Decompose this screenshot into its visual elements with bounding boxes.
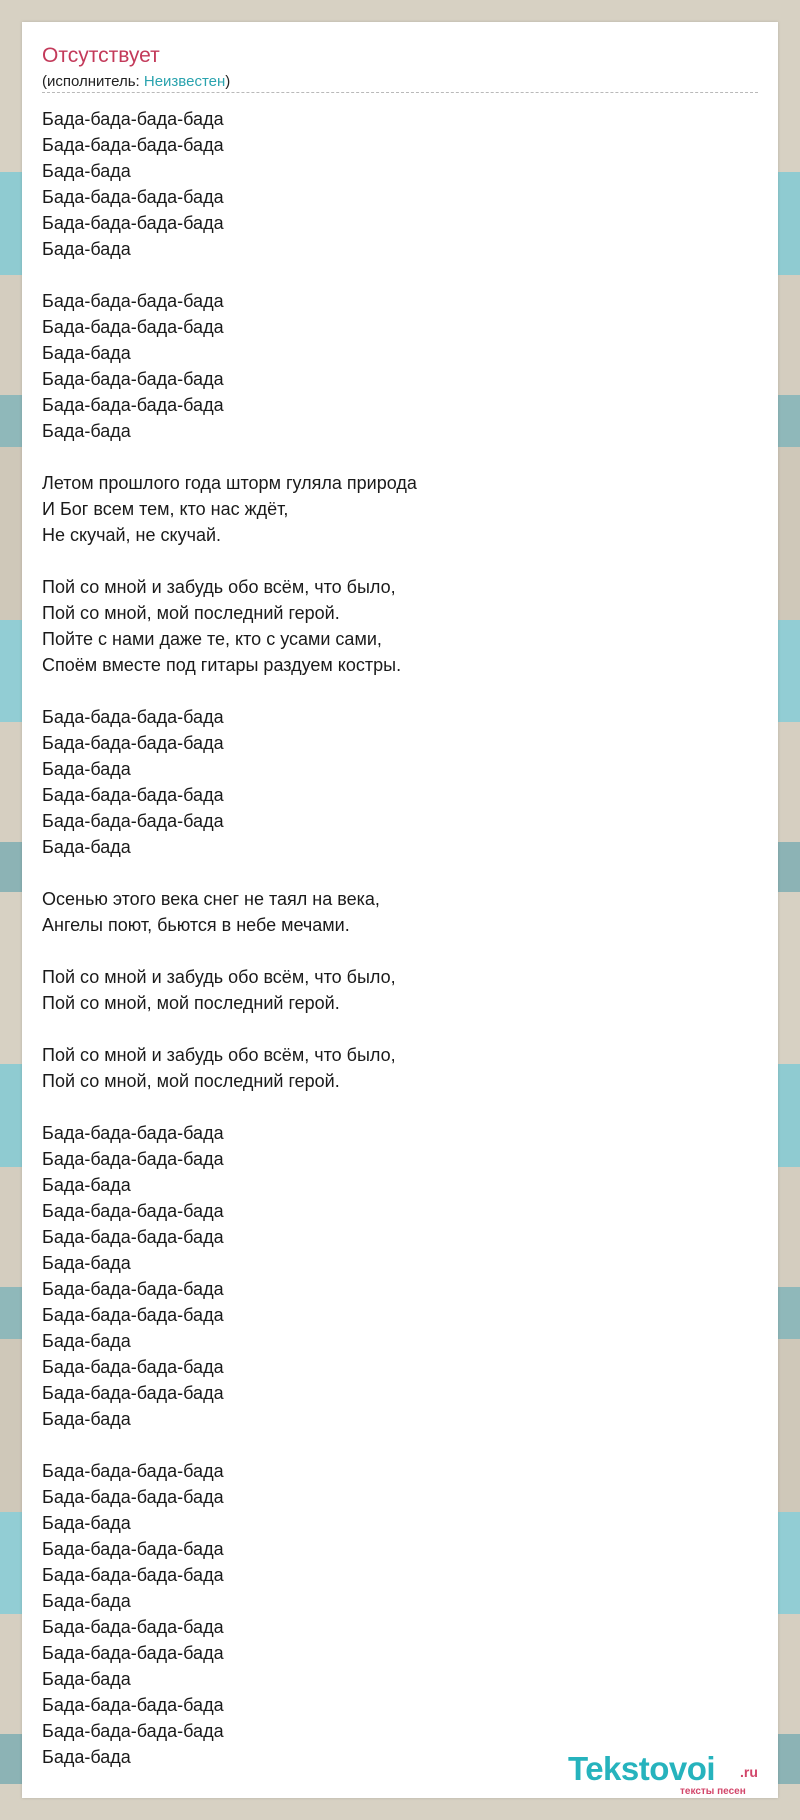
lyric-line: Бада-бада xyxy=(42,343,131,363)
lyric-line: Пой со мной и забудь обо всём, что было, xyxy=(42,1045,396,1065)
lyric-line: Пой со мной и забудь обо всём, что было, xyxy=(42,577,396,597)
stanza xyxy=(42,288,758,444)
performer-suffix: ) xyxy=(225,73,231,90)
lyric-line: Пойте с нами даже те, кто с усами сами, xyxy=(42,629,382,649)
lyric-line: Бада-бада xyxy=(42,759,131,779)
lyric-line: Пой со мной, мой последний герой. xyxy=(42,993,340,1013)
lyric-line: Бада-бада-бада-бада xyxy=(42,1279,224,1299)
stanza xyxy=(42,1458,758,1770)
lyric-line: Бада-бада-бада-бада xyxy=(42,1617,224,1637)
lyric-line: Бада-бада-бада-бада xyxy=(42,1695,224,1715)
stanza xyxy=(42,886,758,938)
lyric-line: Бада-бада-бада-бада xyxy=(42,1461,224,1481)
lyric-line: Бада-бада-бада-бада xyxy=(42,1201,224,1221)
lyric-line: Бада-бада-бада-бада xyxy=(42,187,224,207)
lyric-line: Летом прошлого года шторм гуляла природа xyxy=(42,473,417,493)
lyrics-card xyxy=(22,22,778,1798)
lyric-line: Бада-бада xyxy=(42,1253,131,1273)
lyric-line: Бада-бада xyxy=(42,1513,131,1533)
lyric-line: Пой со мной, мой последний герой. xyxy=(42,603,340,623)
stanza xyxy=(42,574,758,678)
lyric-line: Бада-бада-бада-бада xyxy=(42,369,224,389)
lyric-line: Бада-бада-бада-бада xyxy=(42,1149,224,1169)
lyric-line: Бада-бада-бада-бада xyxy=(42,1539,224,1559)
lyric-line: Бада-бада xyxy=(42,837,131,857)
lyric-line: Бада-бада xyxy=(42,1175,131,1195)
lyric-line: Бада-бада-бада-бада xyxy=(42,811,224,831)
lyric-line: Бада-бада-бада-бада xyxy=(42,1227,224,1247)
logo-wordmark: Tekstovoi xyxy=(568,1750,716,1787)
lyric-line: Пой со мной, мой последний герой. xyxy=(42,1071,340,1091)
song-title: Отсутствует xyxy=(42,44,160,67)
logo-tld: .ru xyxy=(740,1764,758,1780)
stanza xyxy=(42,1120,758,1432)
lyric-line: Бада-бада-бада-бада xyxy=(42,213,224,233)
lyric-line: Бада-бада-бада-бада xyxy=(42,1305,224,1325)
lyric-line: Бада-бада-бада-бада xyxy=(42,291,224,311)
lyric-line: Бада-бада xyxy=(42,1669,131,1689)
lyric-line: Осенью этого века снег не таял на века, xyxy=(42,889,380,909)
lyric-line: Бада-бада-бада-бада xyxy=(42,395,224,415)
lyric-line: Бада-бада-бада-бада xyxy=(42,1487,224,1507)
stanza xyxy=(42,964,758,1016)
stanza xyxy=(42,704,758,860)
lyric-line: Бада-бада-бада-бада xyxy=(42,733,224,753)
performer-link[interactable]: Неизвестен xyxy=(143,73,226,90)
site-logo[interactable] xyxy=(568,1750,768,1797)
stanza xyxy=(42,1042,758,1094)
lyric-line: Бада-бада-бада-бада xyxy=(42,1383,224,1403)
stanza xyxy=(42,106,758,262)
lyric-line: Бада-бада xyxy=(42,1591,131,1611)
logo-tagline: тексты песен xyxy=(680,1786,746,1797)
lyric-line: Бада-бада xyxy=(42,1747,131,1767)
lyric-line: И Бог всем тем, кто нас ждёт, xyxy=(42,499,289,519)
lyric-line: Бада-бада-бада-бада xyxy=(42,109,224,129)
lyric-line: Бада-бада-бада-бада xyxy=(42,707,224,727)
lyric-line: Бада-бада xyxy=(42,421,131,441)
lyric-line: Бада-бада-бада-бада xyxy=(42,135,224,155)
lyric-line: Бада-бада xyxy=(42,1331,131,1351)
lyric-line: Бада-бада-бада-бада xyxy=(42,317,224,337)
lyric-line: Бада-бада xyxy=(42,239,131,259)
lyric-line: Бада-бада-бада-бада xyxy=(42,1123,224,1143)
lyric-line: Бада-бада-бада-бада xyxy=(42,785,224,805)
lyric-line: Ангелы поют, бьются в небе мечами. xyxy=(42,915,350,935)
lyric-line: Споём вместе под гитары раздуем костры. xyxy=(42,655,402,675)
lyric-line: Не скучай, не скучай. xyxy=(42,525,222,545)
title-divider xyxy=(42,92,758,93)
lyric-line: Бада-бада-бада-бада xyxy=(42,1357,224,1377)
lyric-line: Пой со мной и забудь обо всём, что было, xyxy=(42,967,396,987)
lyric-line: Бада-бада xyxy=(42,161,131,181)
lyric-line: Бада-бада-бада-бада xyxy=(42,1721,224,1741)
lyric-line: Бада-бада-бада-бада xyxy=(42,1565,224,1585)
stanza xyxy=(42,470,758,548)
lyric-line: Бада-бада-бада-бада xyxy=(42,1643,224,1663)
performer-line xyxy=(42,73,230,90)
performer-prefix: (исполнитель: xyxy=(42,73,144,90)
lyrics-text xyxy=(42,106,758,1770)
lyric-line: Бада-бада xyxy=(42,1409,131,1429)
